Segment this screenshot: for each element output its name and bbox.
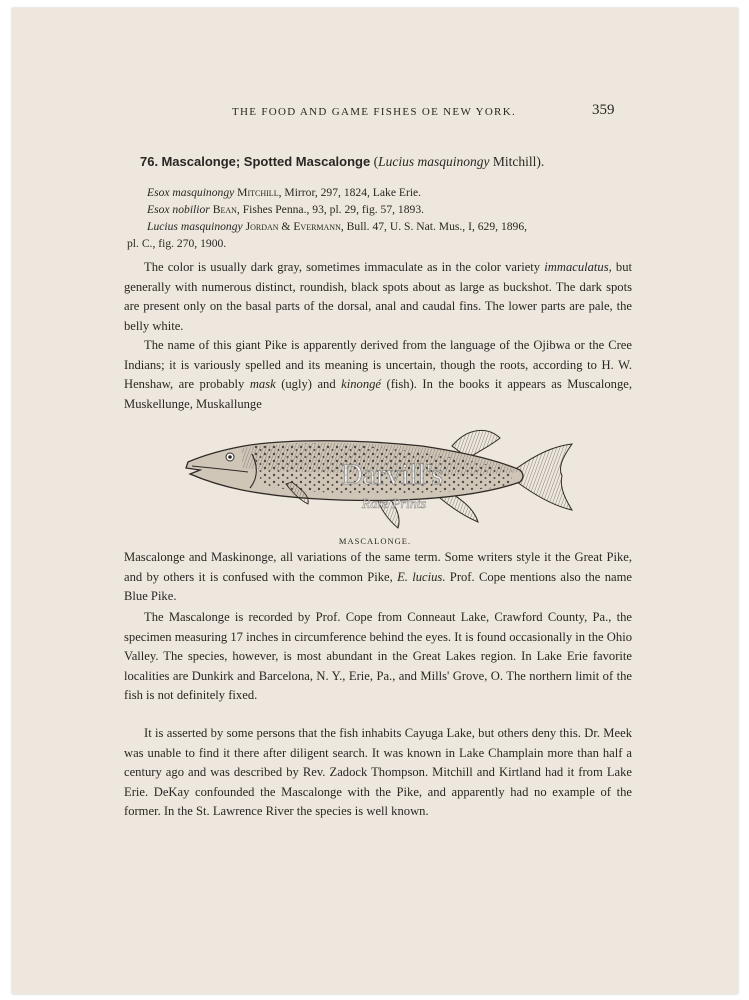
species-number: 76. — [140, 154, 159, 169]
synonym-author: Jordan & Evermann — [245, 220, 341, 233]
synonym-1 — [147, 184, 627, 201]
synonym-author: Mitchill — [237, 186, 279, 199]
synonym-citation: , Mirror, 297, 1824, Lake Erie. — [278, 186, 422, 199]
text-run: Mascalonge and Maskinonge, all variations of the same term. Some writers style it the Great Pike, and by others it is confused with the common Pike, — [124, 550, 632, 584]
species-common-names: Mascalonge; Spotted Mascalonge — [161, 154, 371, 169]
synonym-name: Lucius masquinongy — [147, 220, 243, 233]
paragraph-range: The Mascalonge is recorded by Prof. Cope from Conneaut Lake, Crawford County, Pa., the specimen measuring 17 inches in circumference behind the eyes. It is found occasionally in the Ohio Valley. The species, however, is most abundant in the Great Lakes region. In Lake Erie favorite localities are Dunkirk and Barcelona, N. Y., Erie, Pa., and Mills' Grove, O. The northern limit of the fish is not definitely fixed. — [124, 610, 632, 703]
text-run: but generally with numerous distinct, roundish, black spots about as large as buckshot. The dark spots are present only on the basal parts of the dorsal, anal and caudal fins. The lower parts are pale, the belly white. — [124, 260, 632, 333]
synonym-citation: , Fishes Penna., 93, pl. 29, fig. 57, 1893. — [236, 203, 425, 216]
synonym-name: Esox nobilior — [147, 203, 210, 216]
species-scientific-name: Lucius masquinongy — [378, 154, 490, 169]
book-page — [12, 8, 738, 994]
species-authority: Mitchill). — [492, 154, 545, 169]
italic-text: E. lucius. — [397, 569, 446, 584]
synonym-name: Esox masquinongy — [147, 186, 235, 199]
running-head — [12, 104, 738, 124]
watermark-logo — [302, 454, 482, 514]
italic-text: immaculatus, — [544, 260, 612, 274]
figure-caption: MASCALONGE. — [338, 536, 412, 546]
species-heading — [140, 154, 544, 170]
paragraph-cayuga: It is asserted by some persons that the fish inhabits Cayuga Lake, but others deny this. Dr. Meek was unable to find it there after diligent search. It was known in Lake Champlain more than half a century ago and was described by Rev. Zadock Thompson. Mitchill and Kirtland had it from Lake Erie. DeKay confounded the Mascalonge with the Pike, and apparently had no example of the former. In the St. Lawrence River the species is well known. — [124, 726, 632, 819]
watermark-line2: Rare Prints — [361, 497, 427, 512]
paragraph-variants — [124, 548, 632, 607]
synonym-author: Bean — [212, 203, 237, 216]
text-run: The name of this giant Pike is apparently derived from the language of the Ojibwa or the Cree Indians; it is variously spelled and its meaning is uncertain, though the roots, according to H. W. Henshaw, are probably — [124, 338, 632, 392]
watermark-line1: Darvill's — [340, 458, 444, 491]
text-run: (ugly) and — [275, 377, 342, 392]
synonym-3 — [127, 218, 627, 252]
page-number: 359 — [592, 102, 615, 118]
paragraph-color — [124, 258, 632, 336]
heading-open-paren: ( — [373, 154, 379, 169]
paragraph-name-origin — [124, 336, 632, 414]
italic-text: mask — [249, 377, 276, 392]
paper-sheet — [12, 8, 738, 994]
synonym-2 — [147, 201, 627, 218]
text-run: The color is usually dark gray, sometimes immaculate as in the color variety — [144, 260, 545, 274]
synonym-citation-continued: pl. C., fig. 270, 1900. — [127, 237, 227, 250]
text-run: Prof. Cope mentions also the name Blue Pike. — [124, 569, 632, 604]
synonym-citation: , Bull. 47, U. S. Nat. Mus., I, 629, 1896, — [340, 220, 528, 233]
italic-text: kinongé — [341, 377, 382, 392]
text-run: (fish). In the books it appears as Muscalonge, Muskellunge, Muskallunge — [124, 377, 632, 411]
running-head-title: THE FOOD AND GAME FISHES OE NEW YORK. — [232, 106, 516, 118]
